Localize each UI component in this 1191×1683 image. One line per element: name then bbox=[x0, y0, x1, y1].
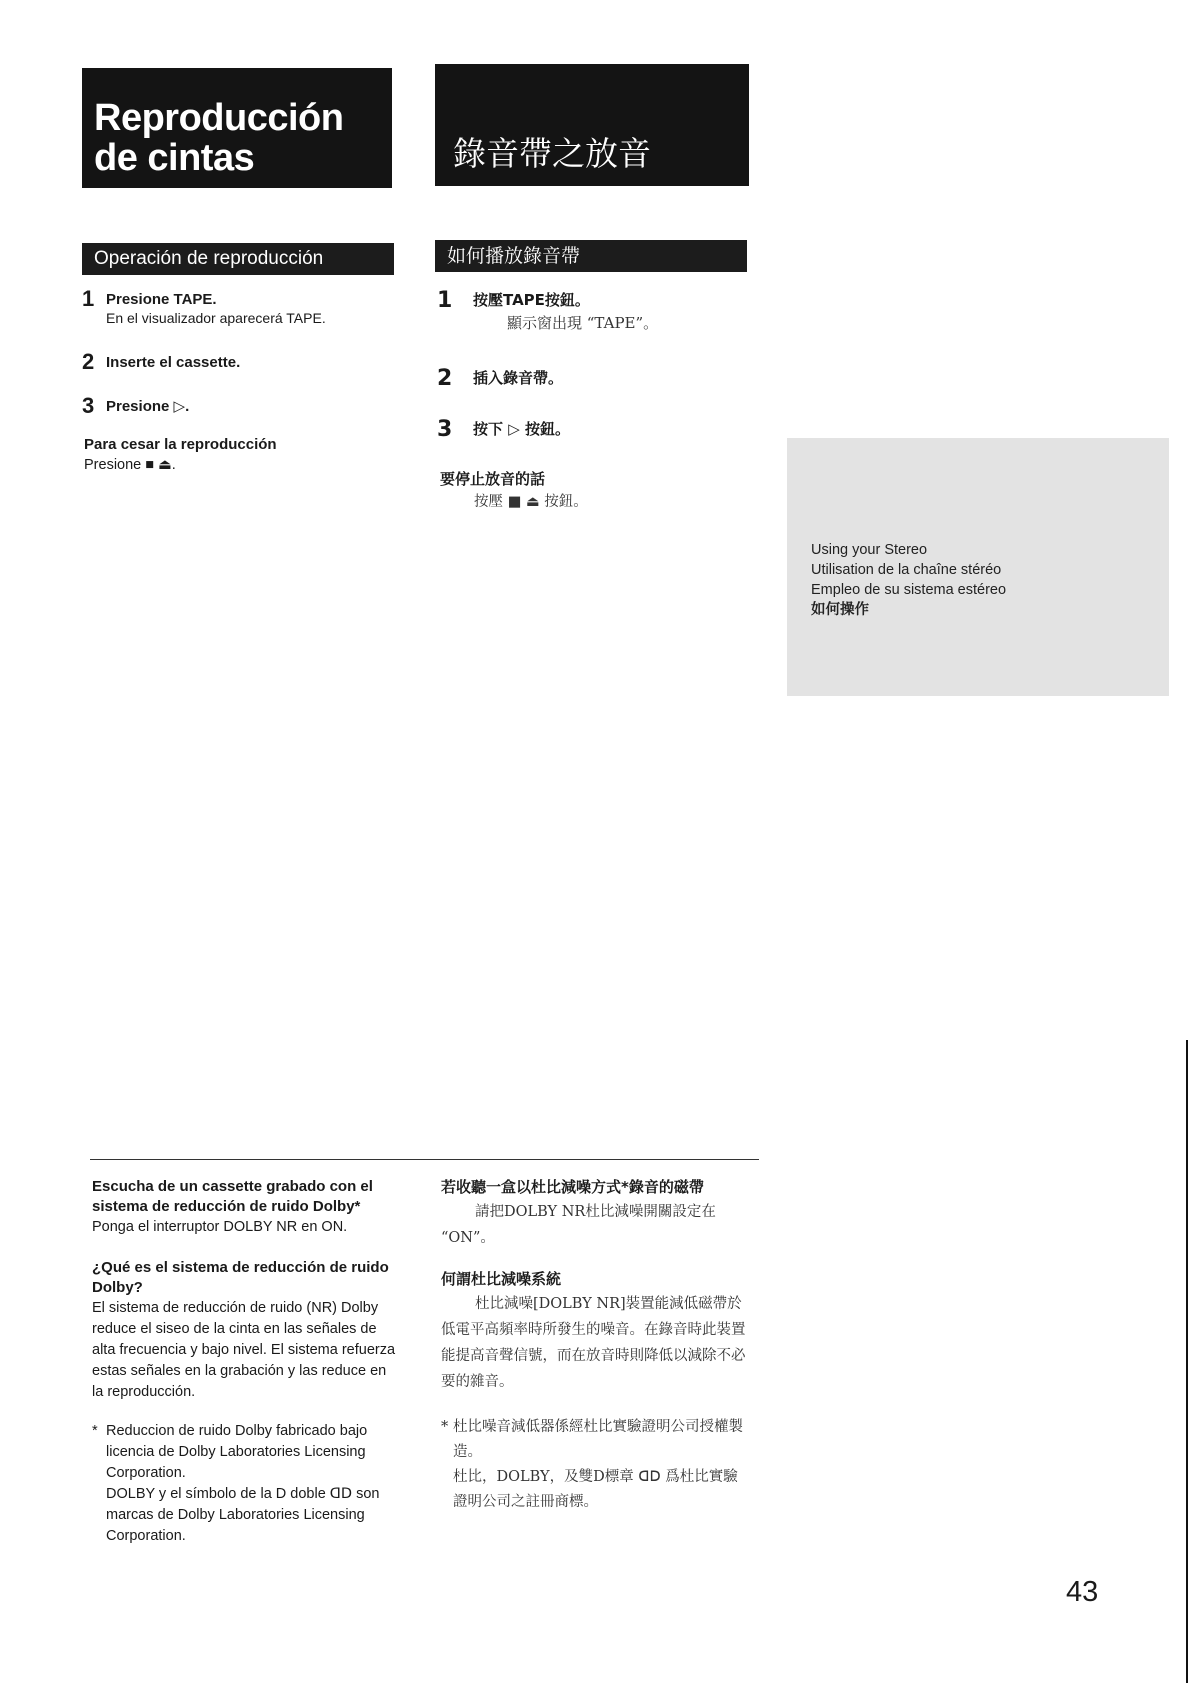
dolby-zh-footnote2: 杜比，DOLBY，及雙D標章 ᗡᗞ 爲杜比實驗證明公司之註冊商標。 bbox=[453, 1469, 738, 1510]
section-tab-en: Using your Stereo bbox=[811, 542, 928, 558]
step-title: 按下 ▷ 按鈕。 bbox=[473, 420, 570, 438]
dolby-es bbox=[92, 1177, 397, 1547]
stop-heading: Para cesar la reproducción bbox=[84, 436, 277, 453]
dolby-zh-heading2: 何謂杜比減噪系統 bbox=[441, 1270, 562, 1288]
step-title: 按壓TAPE按鈕。 bbox=[473, 291, 590, 309]
step-title: 插入錄音帶。 bbox=[473, 369, 564, 387]
section-tab-box bbox=[787, 438, 1169, 696]
dolby-es-text2: El sistema de reducción de ruido (NR) Dolby reduce el siseo de la cinta en las señales de alta frecuencia y bajo nivel. El sistema refuerza estas señales en la grabación y las reduce en la reproducción. bbox=[92, 1300, 396, 1400]
step-detail: 顯示窗出現 “TAPE”。 bbox=[507, 314, 659, 332]
dolby-zh-footnote bbox=[441, 1415, 746, 1515]
dolby-zh-footnote1: 杜比噪音減低器係經杜比實驗證明公司授權製造。 bbox=[453, 1419, 743, 1460]
title-es-line1: Reproducción bbox=[94, 97, 344, 139]
step-number: 2 bbox=[437, 366, 453, 391]
title-block-zh bbox=[435, 64, 749, 186]
step-number: 1 bbox=[437, 288, 453, 313]
title-zh: 錄音帶之放音 bbox=[453, 134, 651, 173]
dolby-es-heading2: ¿Qué es el sistema de reducción de ruido Dolby? bbox=[92, 1259, 389, 1296]
step-number: 3 bbox=[437, 417, 453, 442]
title-block-es bbox=[82, 68, 392, 188]
section-tab-list bbox=[811, 540, 1006, 620]
page-edge-bar bbox=[1186, 1040, 1188, 1683]
section-tab-zh: 如何操作 bbox=[811, 602, 869, 618]
footnote-asterisk: * bbox=[92, 1423, 98, 1439]
dolby-es-footnote bbox=[92, 1421, 397, 1547]
step-number: 2 bbox=[82, 349, 95, 374]
dolby-es-footnote2: DOLBY y el símbolo de la D doble ᗡᗞ son marcas de Dolby Laboratories Licensing Corporation. bbox=[106, 1486, 380, 1544]
step-title: Inserte el cassette. bbox=[106, 354, 241, 371]
stop-heading: 要停止放音的話 bbox=[440, 470, 546, 488]
stop-text: Presione ■ ⏏. bbox=[84, 457, 176, 473]
dolby-zh-heading1: 若收聽一盒以杜比減噪方式*錄音的磁帶 bbox=[441, 1178, 704, 1196]
dolby-zh-text2: 杜比減噪[DOLBY NR]裝置能減低磁帶於低電平高頻率時所發生的噪音。在錄音時此裝置能提高音聲信號，而在放音時則降低以減除不必要的雜音。 bbox=[441, 1296, 746, 1390]
section-tab-es: Empleo de su sistema estéreo bbox=[811, 582, 1007, 598]
step-title: Presione TAPE. bbox=[106, 291, 217, 308]
dolby-es-footnote1: Reduccion de ruido Dolby fabricado bajo licencia de Dolby Laboratories Licensing Corporation. bbox=[106, 1423, 368, 1481]
step-number: 3 bbox=[82, 393, 95, 418]
title-es-line2: de cintas bbox=[94, 137, 255, 179]
step-title: Presione ▷. bbox=[106, 398, 190, 415]
dolby-zh-text1: 請把DOLBY NR杜比減噪開關設定在 “ON”。 bbox=[441, 1204, 716, 1246]
section-header-zh: 如何播放錄音帶 bbox=[435, 240, 747, 272]
page-number: 43 bbox=[1066, 1576, 1099, 1608]
dolby-zh bbox=[441, 1177, 746, 1515]
dolby-es-heading1: Escucha de un cassette grabado con el sistema de reducción de ruido Dolby* bbox=[92, 1178, 373, 1215]
stop-es bbox=[84, 435, 404, 476]
step-detail: En el visualizador aparecerá TAPE. bbox=[106, 310, 326, 326]
dolby-es-text1: Ponga el interruptor DOLBY NR en ON. bbox=[92, 1219, 348, 1235]
section-tab-fr: Utilisation de la chaîne stéréo bbox=[811, 562, 1002, 578]
section-header-es: Operación de reproducción bbox=[82, 243, 394, 275]
footnote-asterisk: * bbox=[441, 1419, 449, 1435]
stop-text: 按壓 ■ ⏏ 按鈕。 bbox=[474, 494, 588, 510]
divider-rule bbox=[90, 1159, 759, 1160]
step-number: 1 bbox=[82, 286, 95, 311]
stop-zh bbox=[440, 469, 760, 513]
